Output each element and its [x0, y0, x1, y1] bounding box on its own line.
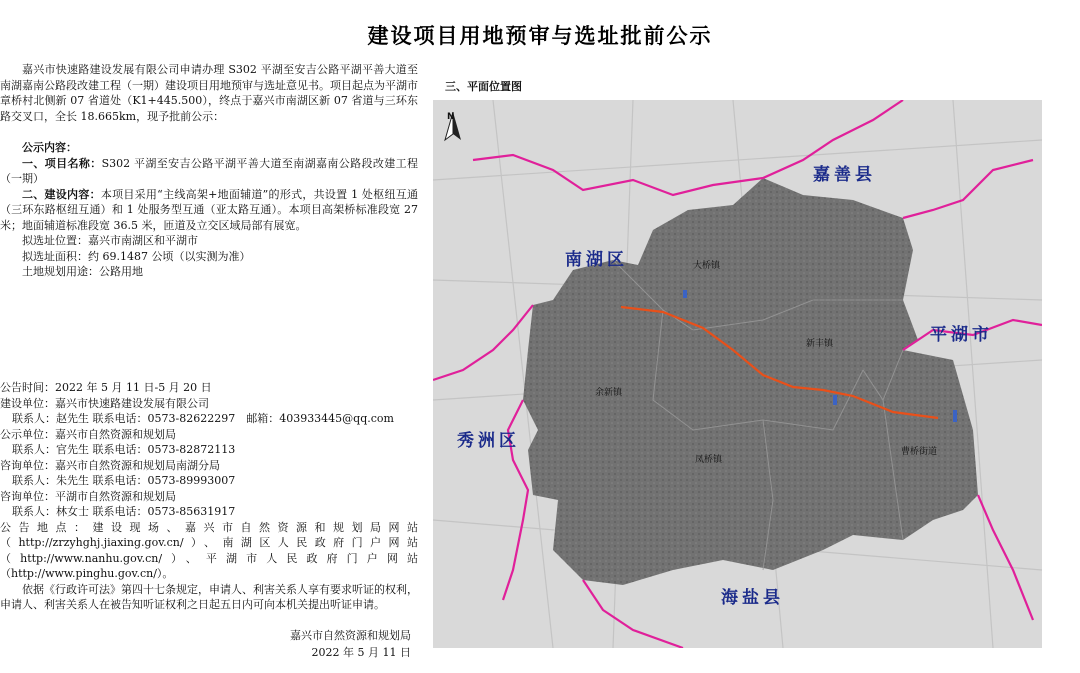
consult-contact-nanhu: 联系人：朱先生 联系电话：0573-89993007 — [12, 474, 236, 487]
legal-basis: 依据《行政许可法》第四十七条规定，申请人、利害关系人享有要求听证的权利，申请人、利害关系人在被告知听证权利之日起五日内可向本机关提出听证申请。 — [0, 582, 418, 611]
notice-body — [0, 62, 418, 280]
district-area — [523, 178, 978, 585]
construction-content-item — [0, 187, 418, 234]
publishing-unit: 公示单位：嘉兴市自然资源和规划局 — [0, 427, 176, 441]
region-xiuzhou: 秀洲区 — [457, 431, 520, 451]
location-map — [433, 100, 1042, 648]
town-daqiao: 大桥镇 — [693, 261, 721, 271]
consult-contact-pinghu: 联系人：林女士 联系电话：0573-85631917 — [12, 505, 236, 518]
town-xinfeng: 新丰镇 — [806, 339, 834, 349]
content-heading: 公示内容： — [22, 141, 77, 154]
land-use: 土地规划用途：公路用地 — [22, 265, 143, 278]
region-jiashan: 嘉善县 — [813, 165, 876, 185]
region-nanhu: 南湖区 — [565, 250, 628, 270]
region-haiyan: 海盐县 — [721, 588, 784, 608]
site-location: 拟选址位置：嘉兴市南湖区和平湖市 — [22, 234, 198, 247]
builder-contact: 联系人：赵先生 联系电话：0573-82622297 邮箱：403933445@qq.com — [12, 412, 394, 425]
signature-date: 2022 年 5 月 11 日 — [311, 646, 411, 659]
project-name-item — [0, 156, 418, 187]
map-heading: 三、平面位置图 — [445, 80, 522, 93]
project-name-label: 一、项目名称： — [22, 156, 102, 170]
consult-unit-pinghu: 咨询单位：平湖市自然资源和规划局 — [0, 489, 176, 503]
town-fengqiao: 凤桥镇 — [695, 455, 723, 465]
town-yuxin: 余新镇 — [595, 388, 623, 398]
site-area: 拟选址面积：约 69.1487 公顷（以实测为准） — [22, 249, 251, 263]
contact-info — [0, 380, 418, 613]
signature-org: 嘉兴市自然资源和规划局 — [290, 629, 411, 642]
publishing-contact: 联系人：官先生 联系电话：0573-82872113 — [12, 443, 236, 456]
consult-unit-nanhu: 咨询单位：嘉兴市自然资源和规划局南湖分局 — [0, 458, 220, 472]
notice-place: 公告地点：建设现场、嘉兴市自然资源和规划局网站（http://zrzyhghj.jiaxing.gov.cn/）、南湖区人民政府门户网站（http://www.nanhu.gov.cn/）、平湖市人民政府门户网站（http://www.pinghu.gov.cn/）。 — [0, 520, 418, 580]
builder-unit: 建设单位：嘉兴市快速路建设发展有限公司 — [0, 396, 209, 410]
notice-title: 建设项目用地预审与选址批前公示 — [367, 24, 713, 48]
north-label: N — [447, 112, 455, 122]
construction-content-text: 本项目采用“主线高架+地面辅道”的形式，共设置 1 处枢纽互通（三环东路枢纽互通）和 1 处服务型互通（亚太路互通）。本项目高架桥标准段宽 27 米；地面辅道标准段宽 36.5 米，匝道及立交区域局部有展宽。 — [0, 187, 418, 232]
project-name-text: S302 平湖至安吉公路平湖平善大道至南湖嘉南公路段改建工程（一期） — [0, 156, 419, 185]
region-pinghu: 平湖市 — [930, 325, 993, 345]
intro-paragraph: 嘉兴市快速路建设发展有限公司申请办理 S302 平湖至安吉公路平湖平善大道至南湖嘉南公路段改建工程（一期）建设项目用地预审与选址意见书。项目起点为平湖市章桥村北侧新 07 省道处（K1+445.500），终点于嘉兴市南湖区新 07 省道与三环东路交叉口，全长 18.665km，现予批前公示： — [0, 63, 418, 123]
town-caoqiao: 曹桥街道 — [901, 447, 938, 457]
construction-content-label: 二、建设内容： — [22, 187, 101, 201]
notice-period: 公告时间：2022 年 5 月 11 日-5 月 20 日 — [0, 381, 212, 394]
map-graphic — [433, 100, 1042, 648]
